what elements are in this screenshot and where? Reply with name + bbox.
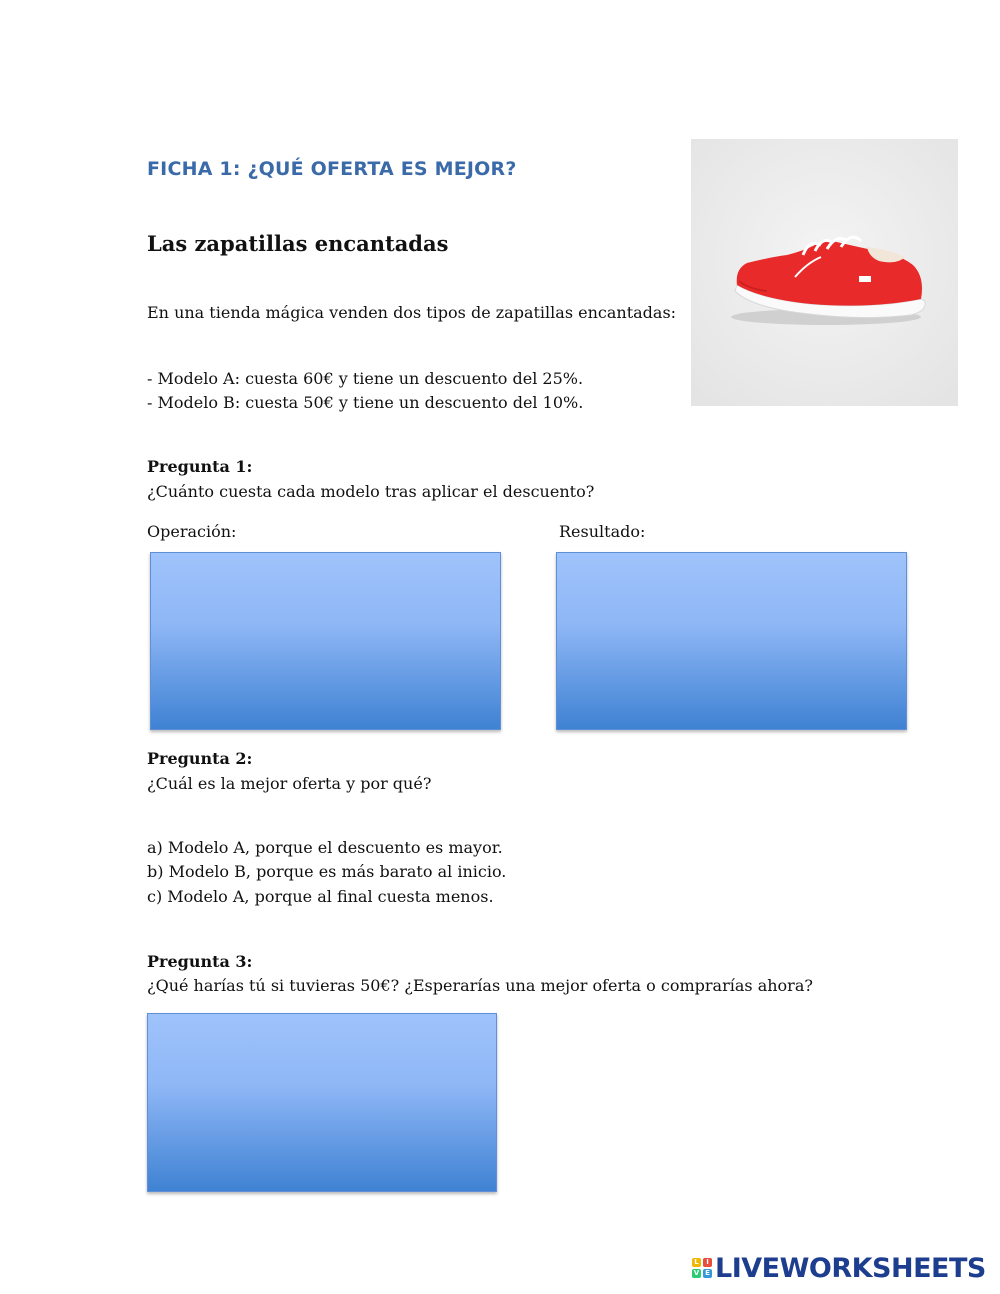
logo-mark-letter: L [692, 1258, 701, 1267]
result-answer-box[interactable] [556, 552, 907, 730]
story-title: Las zapatillas encantadas [147, 231, 449, 256]
shoe-image [691, 139, 958, 406]
logo-mark-letter: V [693, 1269, 700, 1277]
model-a-text: - Modelo A: cuesta 60€ y tiene un descuento del 25%. [147, 369, 584, 388]
question-3-text: ¿Qué harías tú si tuvieras 50€? ¿Esperarías una mejor oferta o comprarías ahora? [147, 976, 813, 995]
question-3-label: Pregunta 3: [147, 952, 253, 971]
question-2-text: ¿Cuál es la mejor oferta y por qué? [147, 774, 432, 793]
logo-mark-letter: I [703, 1258, 712, 1267]
option-a: a) Modelo A, porque el descuento es mayor. [147, 838, 503, 857]
red-sneaker-icon [691, 139, 958, 406]
operation-label: Operación: [147, 522, 237, 541]
question-2-label: Pregunta 2: [147, 749, 253, 768]
option-b: b) Modelo B, porque es más barato al inicio. [147, 862, 507, 881]
model-b-text: - Modelo B: cuesta 50€ y tiene un descuento del 10%. [147, 393, 584, 412]
question-3-answer-box[interactable] [147, 1013, 497, 1192]
worksheet-title: FICHA 1: ¿QUÉ OFERTA ES MEJOR? [147, 158, 517, 180]
liveworksheets-logo [692, 1251, 986, 1285]
operation-answer-box[interactable] [150, 552, 501, 730]
result-label: Resultado: [559, 522, 646, 541]
question-1-label: Pregunta 1: [147, 457, 253, 476]
option-c: c) Modelo A, porque al final cuesta menos. [147, 887, 494, 906]
intro-text: En una tienda mágica venden dos tipos de zapatillas encantadas: [147, 303, 677, 322]
logo-mark-letter: E [703, 1269, 712, 1278]
liveworksheets-mark-icon [692, 1258, 712, 1278]
logo-text: LIVEWORKSHEETS [715, 1252, 986, 1284]
question-1-text: ¿Cuánto cuesta cada modelo tras aplicar el descuento? [147, 482, 595, 501]
